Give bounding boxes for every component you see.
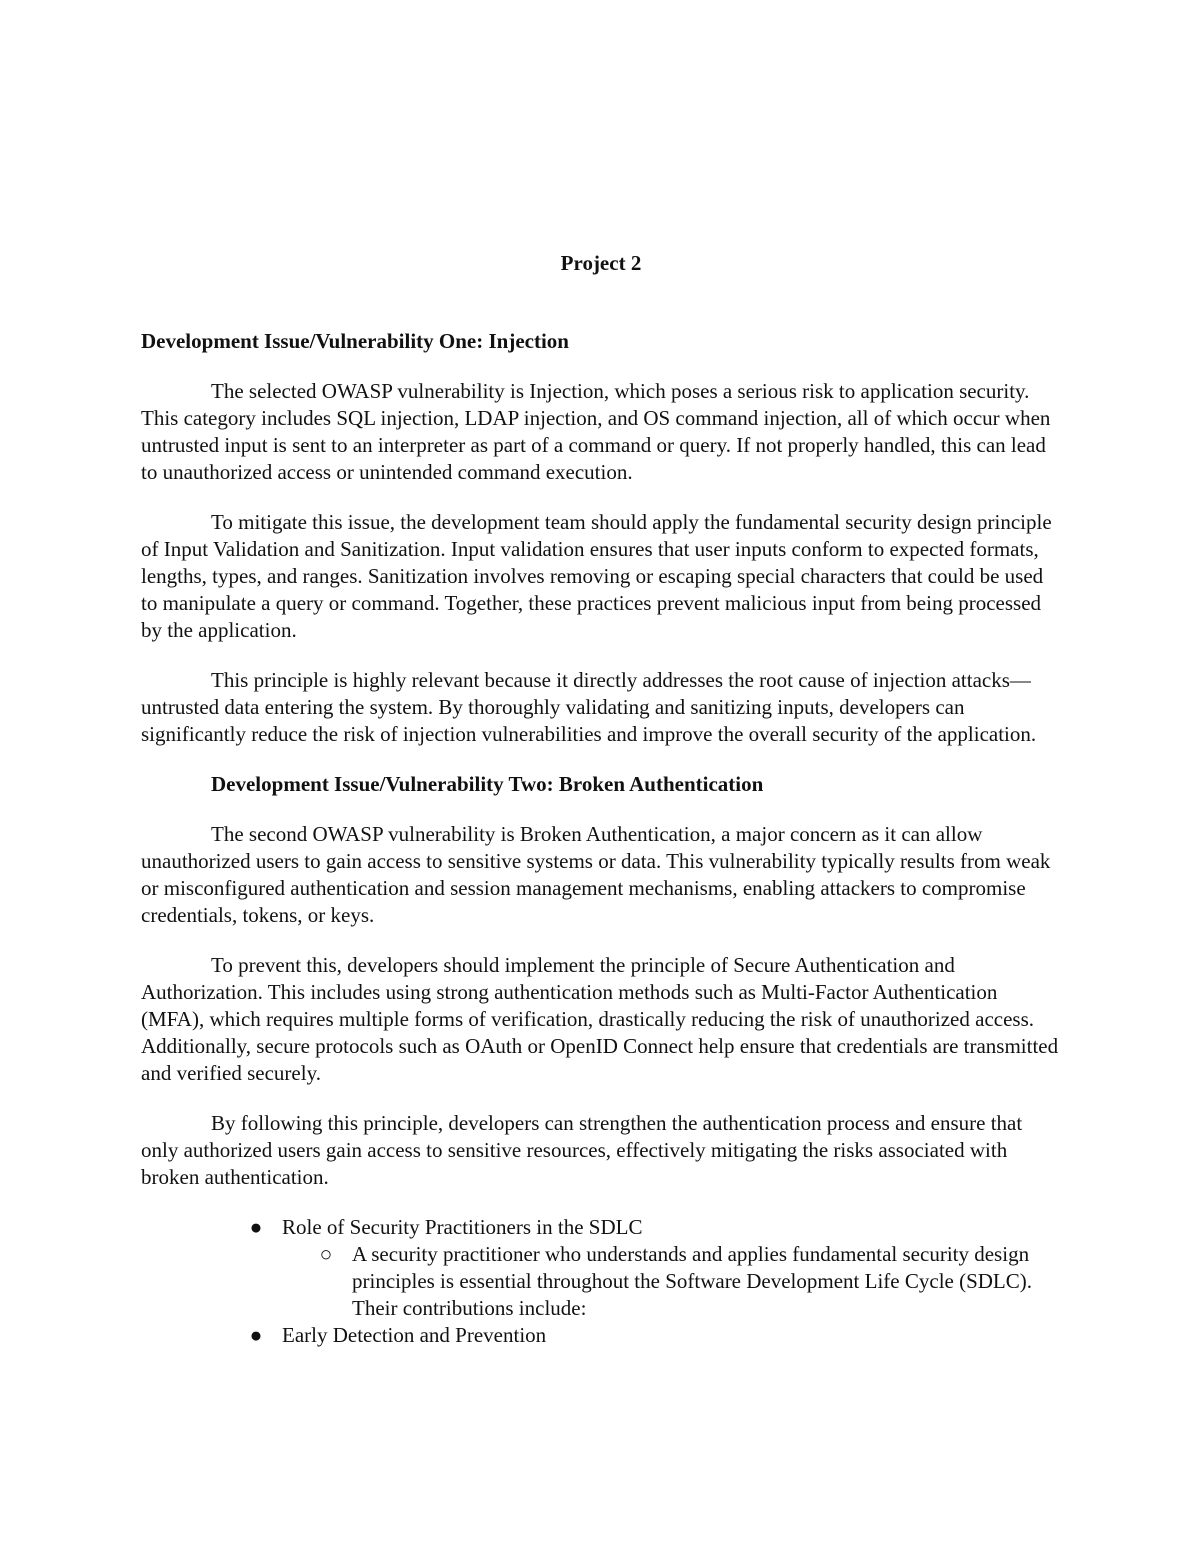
filled-bullet-icon: ● (249, 1323, 263, 1347)
list-item-text: Role of Security Practitioners in the SDLC (282, 1215, 643, 1239)
sub-list-item (319, 1241, 1061, 1322)
list-item (249, 1322, 1061, 1349)
document-body (141, 250, 1061, 1349)
list-item (249, 1214, 1061, 1322)
section-two-paragraph-1: The second OWASP vulnerability is Broken Authentication, a major concern as it can allow unauthorized users to gain access to sensitive systems or data. This vulnerability typically results from weak or misconfigured authentication and session management mechanisms, enabling attackers to compromise credentials, tokens, or keys. (141, 822, 1051, 927)
filled-bullet-icon: ● (249, 1215, 263, 1239)
hollow-bullet-icon: ○ (319, 1242, 333, 1266)
section-two-heading: Development Issue/Vulnerability Two: Broken Authentication (211, 772, 764, 796)
sub-list-item-text: A security practitioner who understands and applies fundamental security design principles is essential throughout the Software Development Life Cycle (SDLC). Their contributions include: (352, 1242, 1033, 1320)
section-one-paragraph-1: The selected OWASP vulnerability is Injection, which poses a serious risk to application security. This category includes SQL injection, LDAP injection, and OS command injection, all of which occur when untrusted input is sent to an interpreter as part of a command or query. If not properly handled, this can lead to unauthorized access or unintended command execution. (141, 379, 1051, 484)
section-two-paragraph-2: To prevent this, developers should implement the principle of Secure Authentication and Authorization. This includes using strong authentication methods such as Multi-Factor Authentication (MFA), which requires multiple forms of verification, drastically reducing the risk of unauthorized access. Additionally, secure protocols such as OAuth or OpenID Connect help ensure that credentials are transmitted and verified securely. (141, 953, 1059, 1085)
document-title: Project 2 (560, 251, 642, 275)
section-one-paragraph-3: This principle is highly relevant because it directly addresses the root cause of injection attacks—untrusted data entering the system. By thoroughly validating and sanitizing inputs, developers can significantly reduce the risk of injection vulnerabilities and improve the overall security of the application. (141, 668, 1037, 746)
bullet-list (141, 1214, 1061, 1349)
section-two-paragraph-3: By following this principle, developers can strengthen the authentication process and ensure that only authorized users gain access to sensitive resources, effectively mitigating the risks associated with broken authentication. (141, 1111, 1023, 1189)
section-one-heading: Development Issue/Vulnerability One: Injection (141, 329, 569, 353)
section-one-paragraph-2: To mitigate this issue, the development team should apply the fundamental security design principle of Input Validation and Sanitization. Input validation ensures that user inputs conform to expected formats, lengths, types, and ranges. Sanitization involves removing or escaping special characters that could be used to manipulate a query or command. Together, these practices prevent malicious input from being processed by the application. (141, 510, 1052, 642)
list-item-text: Early Detection and Prevention (282, 1323, 547, 1347)
sub-bullet-list (282, 1241, 1061, 1322)
